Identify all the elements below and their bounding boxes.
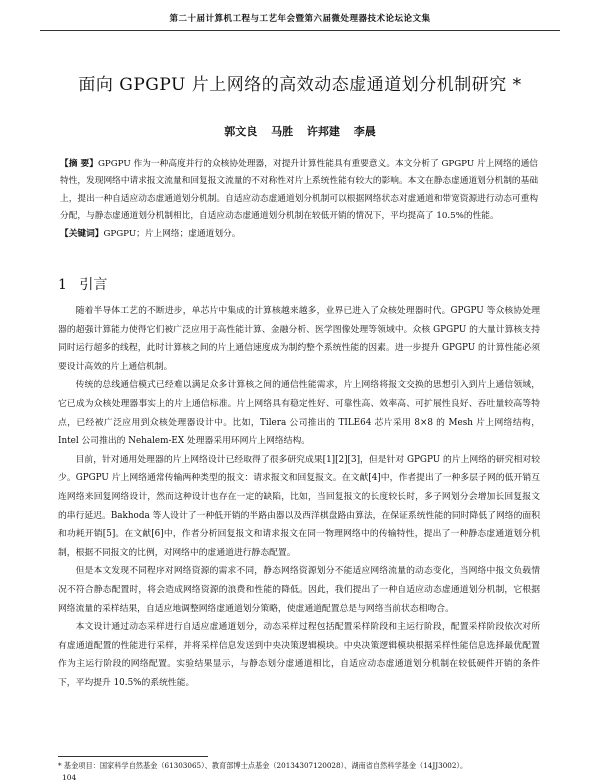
keywords-text: GPGPU；片上网络；虚通道划分。 — [103, 228, 241, 239]
footnote: * 基金项目：国家科学自然基金（61303065）、教育部博士点基金（20134307120028）、湖南省自然科学基金（14JJ3002）。 — [58, 761, 468, 770]
abstract-text: GPGPU 作为一种高度并行的众核协处理器，对提升计算性能具有重要意义。本文分析了 GPGPU 片上网络的通信特性，发现网络中请求报文流量和回复报文流量的不对称性对片上系统性能有较大的影响。本文在静态虚通道划分机制的基础上，提出一种自适应动态虚通道划分机制。自适应动态虚通道划分机制可以根据网络状态对虚通道和带宽资源进行动态可重构分配，与静态虚通道划分机制相比，自适应动态虚通道划分机制在较低开销的情况下，平均提高了 10.5%的性能。 — [60, 159, 538, 222]
paragraph: 目前，针对通用处理器的片上网络设计已经取得了很多研究成果[1][2][3]，但是针对 GPGPU 的片上网络的研究相对较少。GPGPU 片上网络通常传输两种类型的报文：请求报文和回复报文。在文献[4]中，作者提出了一种多层子网的低开销互连网络来回复网络设计，然而这种设计也存在一定的缺陷，比如，当回复报文的长度较长时，多子网划分会增加长回复报文的串行延迟。Bakhoda 等人设计了一种低开销的半路由器以及西洋棋盘路由算法，在保证系统性能的同时降低了网络的面积和功耗开销[5]。在文献[6]中，作者分析回复报文和请求报文在同一物理网络中的传输特性，提出了一种静态虚通道划分机制，根据不同报文的比例，对网络中的虚通道进行静态配置。 — [58, 454, 540, 558]
paragraph: 随着半导体工艺的不断进步，单芯片中集成的计算核越来越多，业界已进入了众核处理器时代。GPGPU 等众核协处理器的超强计算能力使得它们被广泛应用于高性能计算、金融分析、医学图像处理等领域中。众核 GPGPU 的大量计算核支持同时运行超多的线程，此时计算核之间的片上通信速度成为制约整个系统性能的因素。进一步提升 GPGPU 的计算性能必须要设计高效的片上通信机制。 — [58, 306, 540, 372]
paper-title: 面向 GPGPU 片上网络的高效动态虚通道划分机制研究 * — [78, 75, 522, 95]
author-list — [40, 123, 560, 139]
author-name: 马胜 — [271, 125, 294, 138]
paragraph: 本文设计通过动态采样进行自适应虚通道划分，动态采样过程包括配置采样阶段和主运行阶段，配置采样阶段依次对所有虚通道配置的性能进行采样，并将采样信息发送到中央决策逻辑模块。中央决策逻辑模块根据采样性能信息选择最优配置作为主运行阶段的网络配置。实验结果显示，与静态划分虚通道相比，自适应动态虚通道划分机制在较低硬件开销的条件下，平均提升 10.5%的系统性能。 — [58, 622, 540, 688]
section-number: 1 — [58, 277, 67, 293]
keywords — [60, 226, 538, 243]
author-name: 郭文良 — [224, 125, 258, 138]
section-title: 引言 — [79, 277, 108, 293]
author-name: 李晨 — [353, 125, 376, 138]
section-heading — [58, 274, 107, 294]
header-rule — [40, 30, 560, 31]
keywords-label: 【关键词】 — [60, 228, 104, 239]
abstract — [60, 156, 538, 226]
abstract-label: 【摘 要】 — [60, 159, 98, 169]
footnote-rule — [58, 756, 208, 757]
paragraph: 传统的总线通信模式已经难以满足众多计算核之间的通信性能需求，片上网络将报文交换的思想引入到片上通信领域，它已成为众核处理器事实上的片上通信标准。片上网络具有稳定性好、可靠性高、效率高、可扩展性良好、吞吐量较高等特点，已经被广泛应用到众核处理器设计中。比如，Tilera 公司推出的 TILE64 芯片采用 8×8 的 Mesh 片上网络结构，Intel 公司推出的 Nehalem-EX 处理器采用环网片上网络结构。 — [58, 380, 540, 447]
body-text — [58, 302, 540, 692]
page-number: 104 — [62, 773, 77, 782]
author-name: 许邦建 — [306, 125, 340, 138]
abstract-block — [60, 156, 538, 243]
paragraph: 但是本文发现不同程序对网络资源的需求不同，静态网络资源划分不能适应网络流量的动态变化，当网络中报文负载情况不符合静态配置时，将会造成网络资源的浪费和性能的降低。因此，我们提出了一种自适应动态虚通道划分机制，它根据网络流量的采样结果，自适应地调整网络虚通道划分策略，使虚通道配置总是与网络当前状态相吻合。 — [58, 566, 540, 614]
running-header: 第二十届计算机工程与工艺年会暨第六届微处理器技术论坛论文集 — [169, 14, 431, 24]
